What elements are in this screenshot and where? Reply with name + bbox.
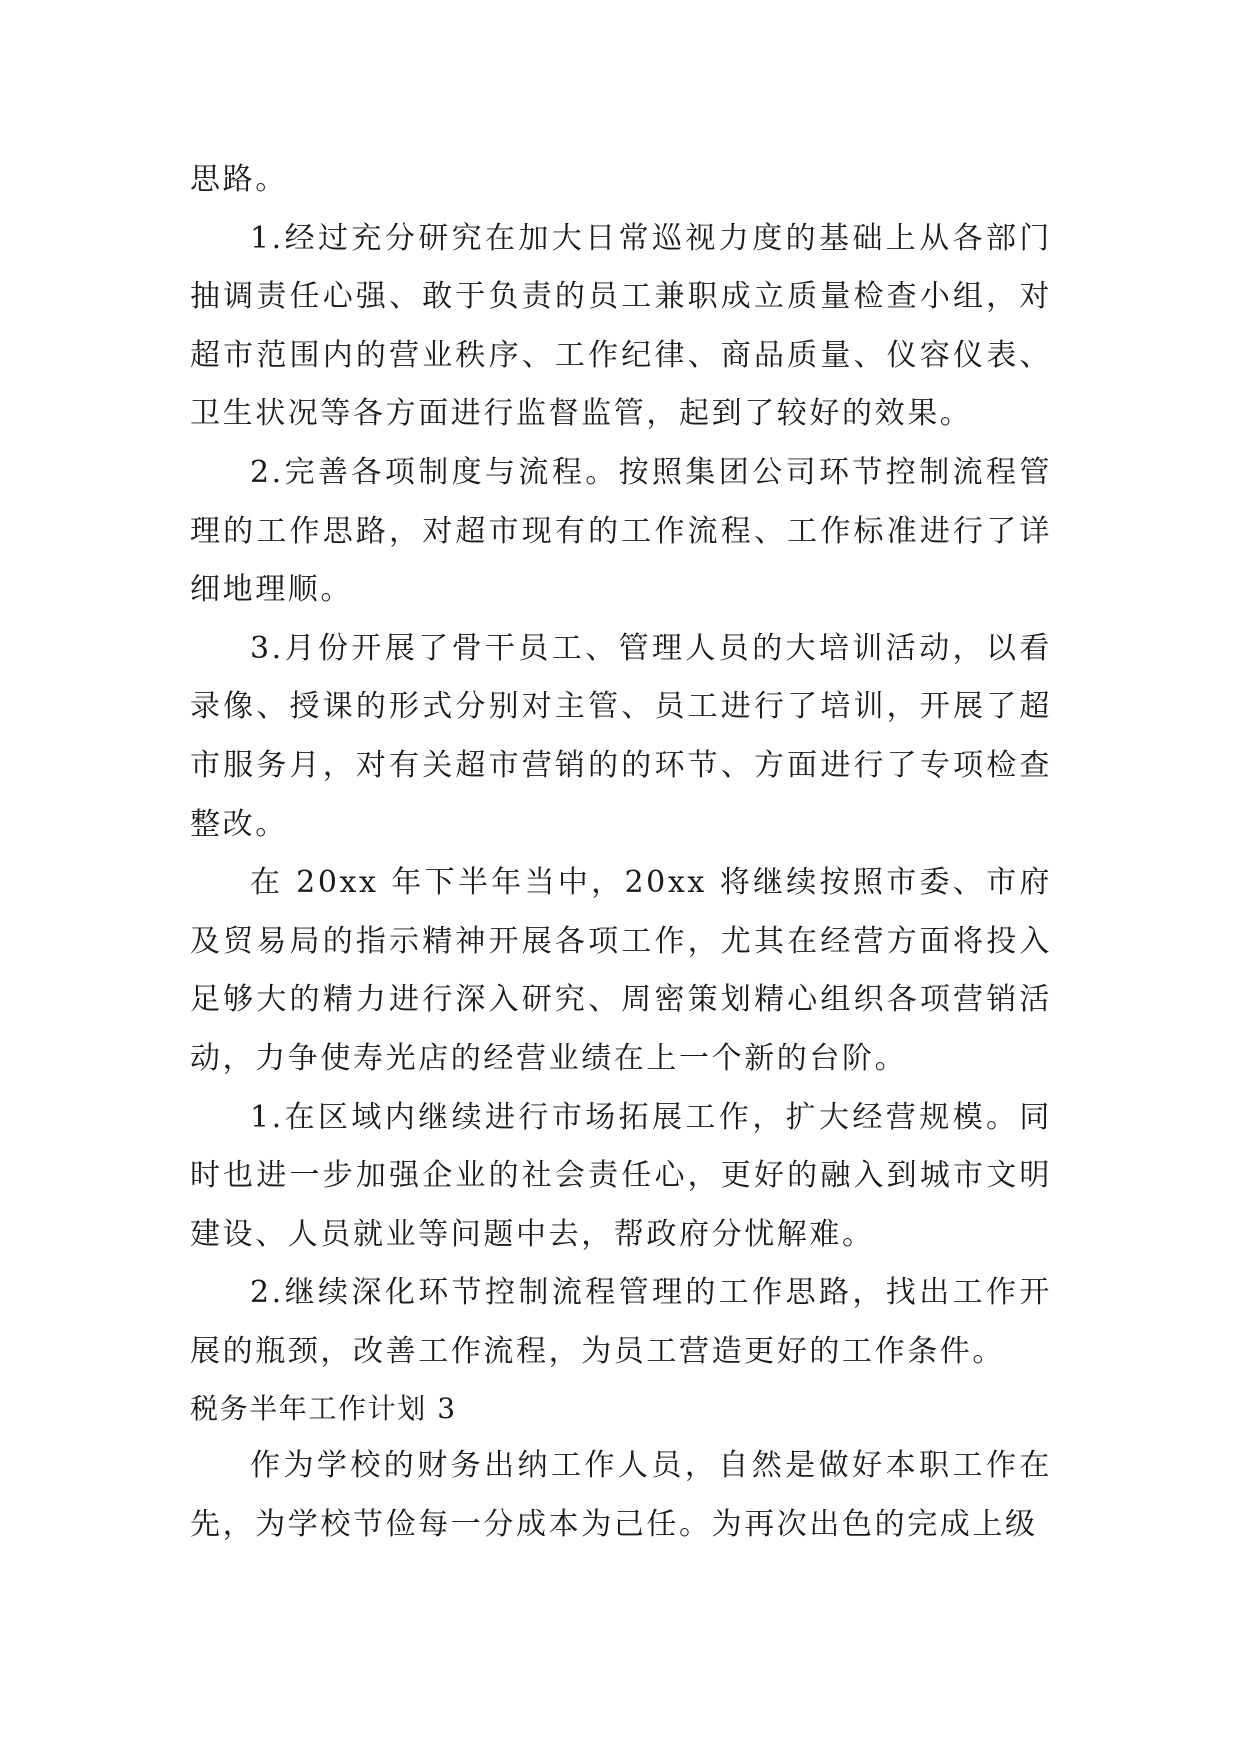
paragraph-continuation: 思路。 (190, 162, 288, 197)
paragraph-plan-1: 1.在区域内继续进行市场拓展工作，扩大经营规模。同时也进一步加强企业的社会责任心，更好的融入到城市文明建设、人员就业等问题中去，帮政府分忧解难。 (190, 1099, 1052, 1252)
document-body (190, 151, 1052, 1555)
paragraph-item-2: 2.完善各项制度与流程。按照集团公司环节控制流程管理的工作思路，对超市现有的工作流程、工作标准进行了详细地理顺。 (190, 454, 1052, 608)
paragraph-outlook: 在 20xx 年下半年当中，20xx 将继续按照市委、市府及贸易局的指示精神开展各项工作，尤其在经营方面将投入足够大的精力进行深入研究、周密策划精心组织各项营销活动，力争使寿光店的经营业绩在上一个新的台阶。 (190, 865, 1052, 1076)
paragraph-item-1: 1.经过充分研究在加大日常巡视力度的基础上从各部门抽调责任心强、敢于负责的员工兼职成立质量检查小组，对超市范围内的营业秩序、工作纪律、商品质量、仪容仪表、卫生状况等各方面进行监督监管，起到了较好的效果。 (190, 220, 1052, 432)
paragraph-plan-2: 2.继续深化环节控制流程管理的工作思路，找出工作开展的瓶颈，改善工作流程，为员工营造更好的工作条件。 (190, 1275, 1052, 1369)
section-title: 税务半年工作计划 3 (190, 1392, 457, 1426)
section-paragraph: 作为学校的财务出纳工作人员，自然是做好本职工作在先，为学校节俭每一分成本为己任。为再次出色的完成上级 (190, 1448, 1052, 1543)
paragraph-item-3: 3.月份开展了骨干员工、管理人员的大培训活动，以看录像、授课的形式分别对主管、员工进行了培训，开展了超市服务月，对有关超市营销的的环节、方面进行了专项检查整改。 (190, 630, 1052, 842)
